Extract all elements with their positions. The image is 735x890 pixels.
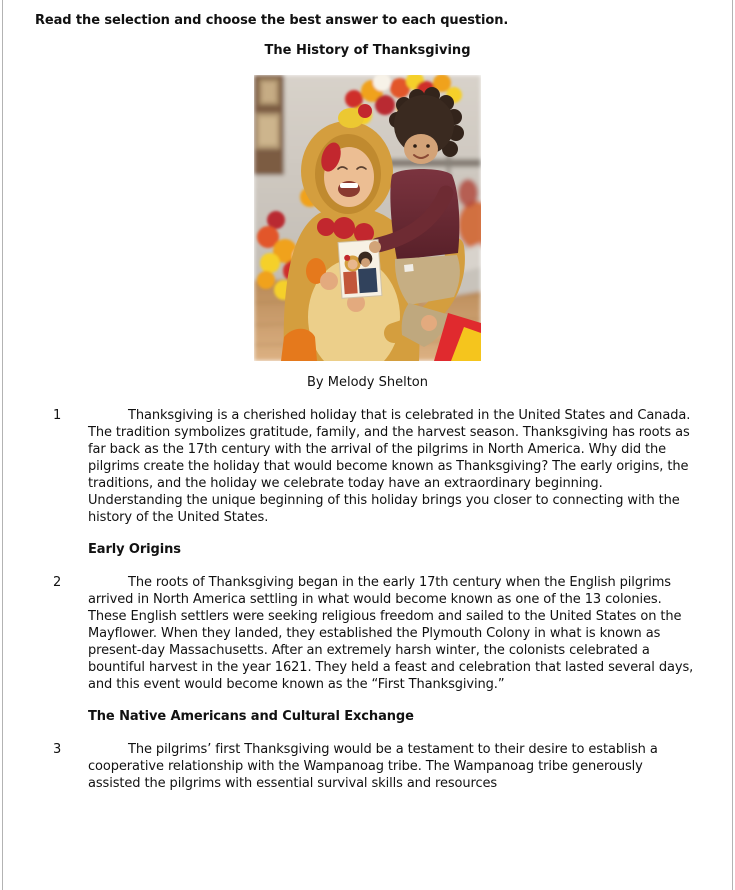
section-heading-early-origins: Early Origins xyxy=(88,542,181,557)
section-heading-native-americans: The Native Americans and Cultural Exchange xyxy=(88,709,414,724)
article-photo xyxy=(254,75,481,361)
paragraph-1-number: 1 xyxy=(53,408,62,423)
article-title: The History of Thanksgiving xyxy=(264,43,471,58)
paragraph-3 xyxy=(53,741,732,792)
paragraph-2-number: 2 xyxy=(53,575,62,590)
reading-selection-panel[interactable] xyxy=(2,0,733,890)
paragraph-1 xyxy=(53,407,732,526)
paragraph-3-number: 3 xyxy=(53,742,62,757)
turkey-costume-photo-illustration xyxy=(254,75,481,361)
byline: By Melody Shelton xyxy=(307,375,428,390)
paragraph-1-text: Thanksgiving is a cherished holiday that is celebrated in the United States and Canada. The tradition symbolizes gratitude, family, and the harvest season. Thanksgiving has roots as far back as the 17th century with the arrival of the pilgrims in North America. Why did the pilgrims create the holiday that would become known as Thanksgiving? The early origins, the traditions, and the holiday we celebrate today have an extraordinary beginning. Understanding the unique beginning of this holiday brings you closer to connecting with the history of the United States. xyxy=(88,408,691,525)
paragraph-2 xyxy=(53,574,732,693)
paragraph-3-text: The pilgrims’ first Thanksgiving would be a testament to their desire to establish a cooperative relationship with the Wampanoag tribe. The Wampanoag tribe generously assisted the pilgrims with essential survival skills and resources xyxy=(88,742,658,791)
paragraph-2-text: The roots of Thanksgiving began in the early 17th century when the English pilgrims arrived in North America settling in what would become known as one of the 13 colonies. These English settlers were seeking religious freedom and sailed to the United States on the Mayflower. When they landed, they established the Plymouth Colony in what is known as present-day Massachusetts. After an extremely harsh winter, the colonists celebrated a bountiful harvest in the year 1621. They held a feast and celebration that lasted several days, and this event would become known as the “First Thanksgiving.” xyxy=(88,575,694,692)
instruction-text: Read the selection and choose the best answer to each question. xyxy=(35,13,509,28)
